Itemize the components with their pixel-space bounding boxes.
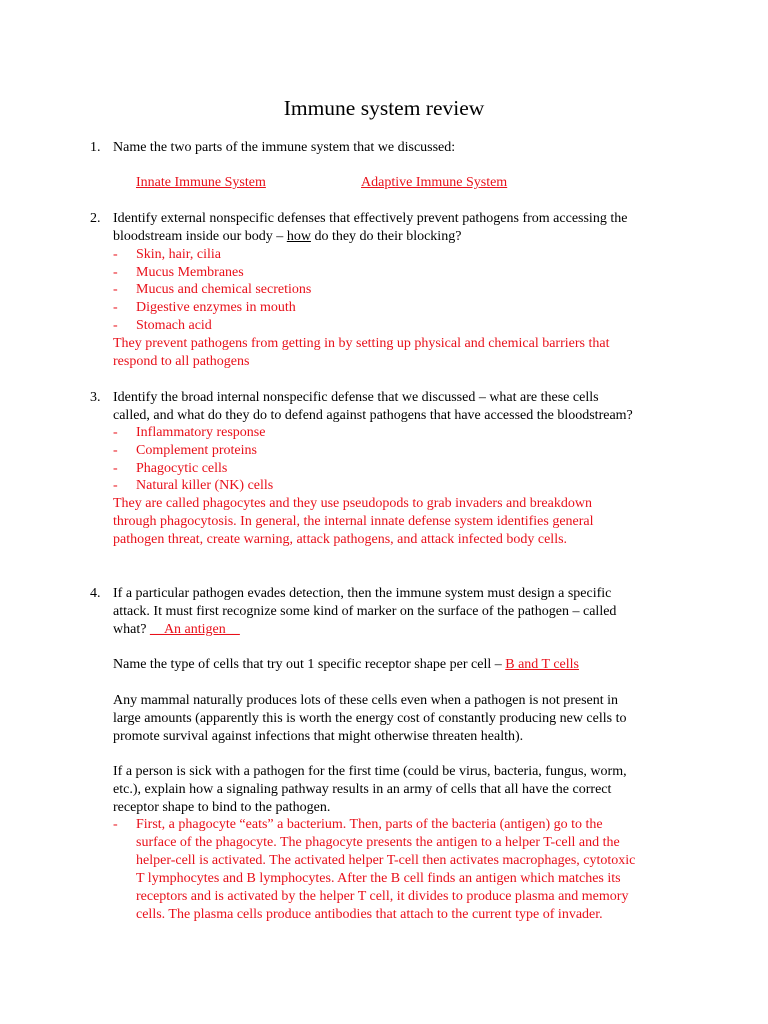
q4-sick-line1: If a person is sick with a pathogen for the first time (could be virus, bacteria, fungus, worm, xyxy=(113,764,627,779)
q4-receptor-answer: B and T cells xyxy=(505,657,579,672)
q3-answer-line1: They are called phagocytes and they use pseudopods to grab invaders and breakdown xyxy=(113,496,592,511)
q3-item: Phagocytic cells xyxy=(136,461,228,476)
q2-item: Digestive enzymes in mouth xyxy=(136,300,296,315)
q2-number: 2. xyxy=(90,211,101,226)
list-dash: - xyxy=(113,247,118,262)
list-dash: - xyxy=(113,443,118,458)
q4-antigen-answer: __An antigen__ xyxy=(149,622,240,637)
q2-line2: bloodstream inside our body – how do they do their blocking? xyxy=(113,229,462,244)
list-dash: - xyxy=(113,318,118,333)
q2-line1: Identify external nonspecific defenses that effectively prevent pathogens from accessing the xyxy=(113,211,628,226)
q3-line2: called, and what do they do to defend against pathogens that have accessed the bloodstream? xyxy=(113,408,633,423)
q4-mammal-line3: promote survival against infections that might otherwise threaten health). xyxy=(113,729,524,744)
q3-item: Complement proteins xyxy=(136,443,257,458)
q2-answer-line2: respond to all pathogens xyxy=(113,354,250,369)
q4-line2: attack. It must first recognize some kind of marker on the surface of the pathogen – called xyxy=(113,604,617,619)
q4-answer-line: T lymphocytes and B lymphocytes. After the B cell finds an antigen which matches its xyxy=(136,871,621,886)
q4-mammal-line1: Any mammal naturally produces lots of these cells even when a pathogen is not present in xyxy=(113,693,619,708)
q4-receptor-question: Name the type of cells that try out 1 specific receptor shape per cell – B and T cells xyxy=(113,657,579,672)
q1-answer-adaptive: Adaptive Immune System xyxy=(361,175,508,190)
q4-line1: If a particular pathogen evades detection, then the immune system must design a specific xyxy=(113,586,612,601)
list-dash: - xyxy=(113,265,118,280)
list-dash: - xyxy=(113,282,118,297)
q2-item: Skin, hair, cilia xyxy=(136,247,221,262)
list-dash: - xyxy=(113,478,118,493)
q3-answer-line3: pathogen threat, create warning, attack pathogens, and attack infected body cells. xyxy=(113,532,568,547)
q4-sick-line2: etc.), explain how a signaling pathway results in an army of cells that all have the correct xyxy=(113,782,612,797)
q3-answer-line2: through phagocytosis. In general, the internal innate defense system identifies general xyxy=(113,514,594,529)
q3-number: 3. xyxy=(90,390,101,405)
q4-answer-line: helper-cell is activated. The activated helper T-cell then activates macrophages, cytotoxic xyxy=(136,853,636,868)
q1-text: Name the two parts of the immune system that we discussed: xyxy=(113,140,456,155)
q4-answer-line: cells. The plasma cells produce antibodies that attach to the current type of invader. xyxy=(136,907,603,922)
page-title: Immune system review xyxy=(283,96,485,120)
q2-answer-line1: They prevent pathogens from getting in by setting up physical and chemical barriers that xyxy=(113,336,610,351)
list-dash: - xyxy=(113,300,118,315)
q4-mammal-line2: large amounts (apparently this is worth the energy cost of constantly producing new cells to xyxy=(113,711,627,726)
q3-line1: Identify the broad internal nonspecific defense that we discussed – what are these cells xyxy=(113,390,599,405)
q3-item: Inflammatory response xyxy=(136,425,266,440)
list-dash: - xyxy=(113,817,118,832)
q4-answer-line: First, a phagocyte “eats” a bacterium. Then, parts of the bacteria (antigen) go to the xyxy=(136,817,603,832)
q4-number: 4. xyxy=(90,586,101,601)
list-dash: - xyxy=(113,461,118,476)
q1-answer-innate: Innate Immune System xyxy=(136,175,266,190)
q2-item: Mucus and chemical secretions xyxy=(136,282,312,297)
q4-answer-line: surface of the phagocyte. The phagocyte presents the antigen to a helper T-cell and the xyxy=(136,835,620,850)
q3-item: Natural killer (NK) cells xyxy=(136,478,274,493)
q4-sick-line3: receptor shape to bind to the pathogen. xyxy=(113,800,331,815)
q4-line3: what? __An antigen__ xyxy=(113,622,240,637)
q2-item: Stomach acid xyxy=(136,318,212,333)
list-dash: - xyxy=(113,425,118,440)
q2-item: Mucus Membranes xyxy=(136,265,244,280)
q1-number: 1. xyxy=(90,140,101,155)
q4-answer-line: receptors and is activated by the helper T cell, it divides to produce plasma and memory xyxy=(136,889,629,904)
